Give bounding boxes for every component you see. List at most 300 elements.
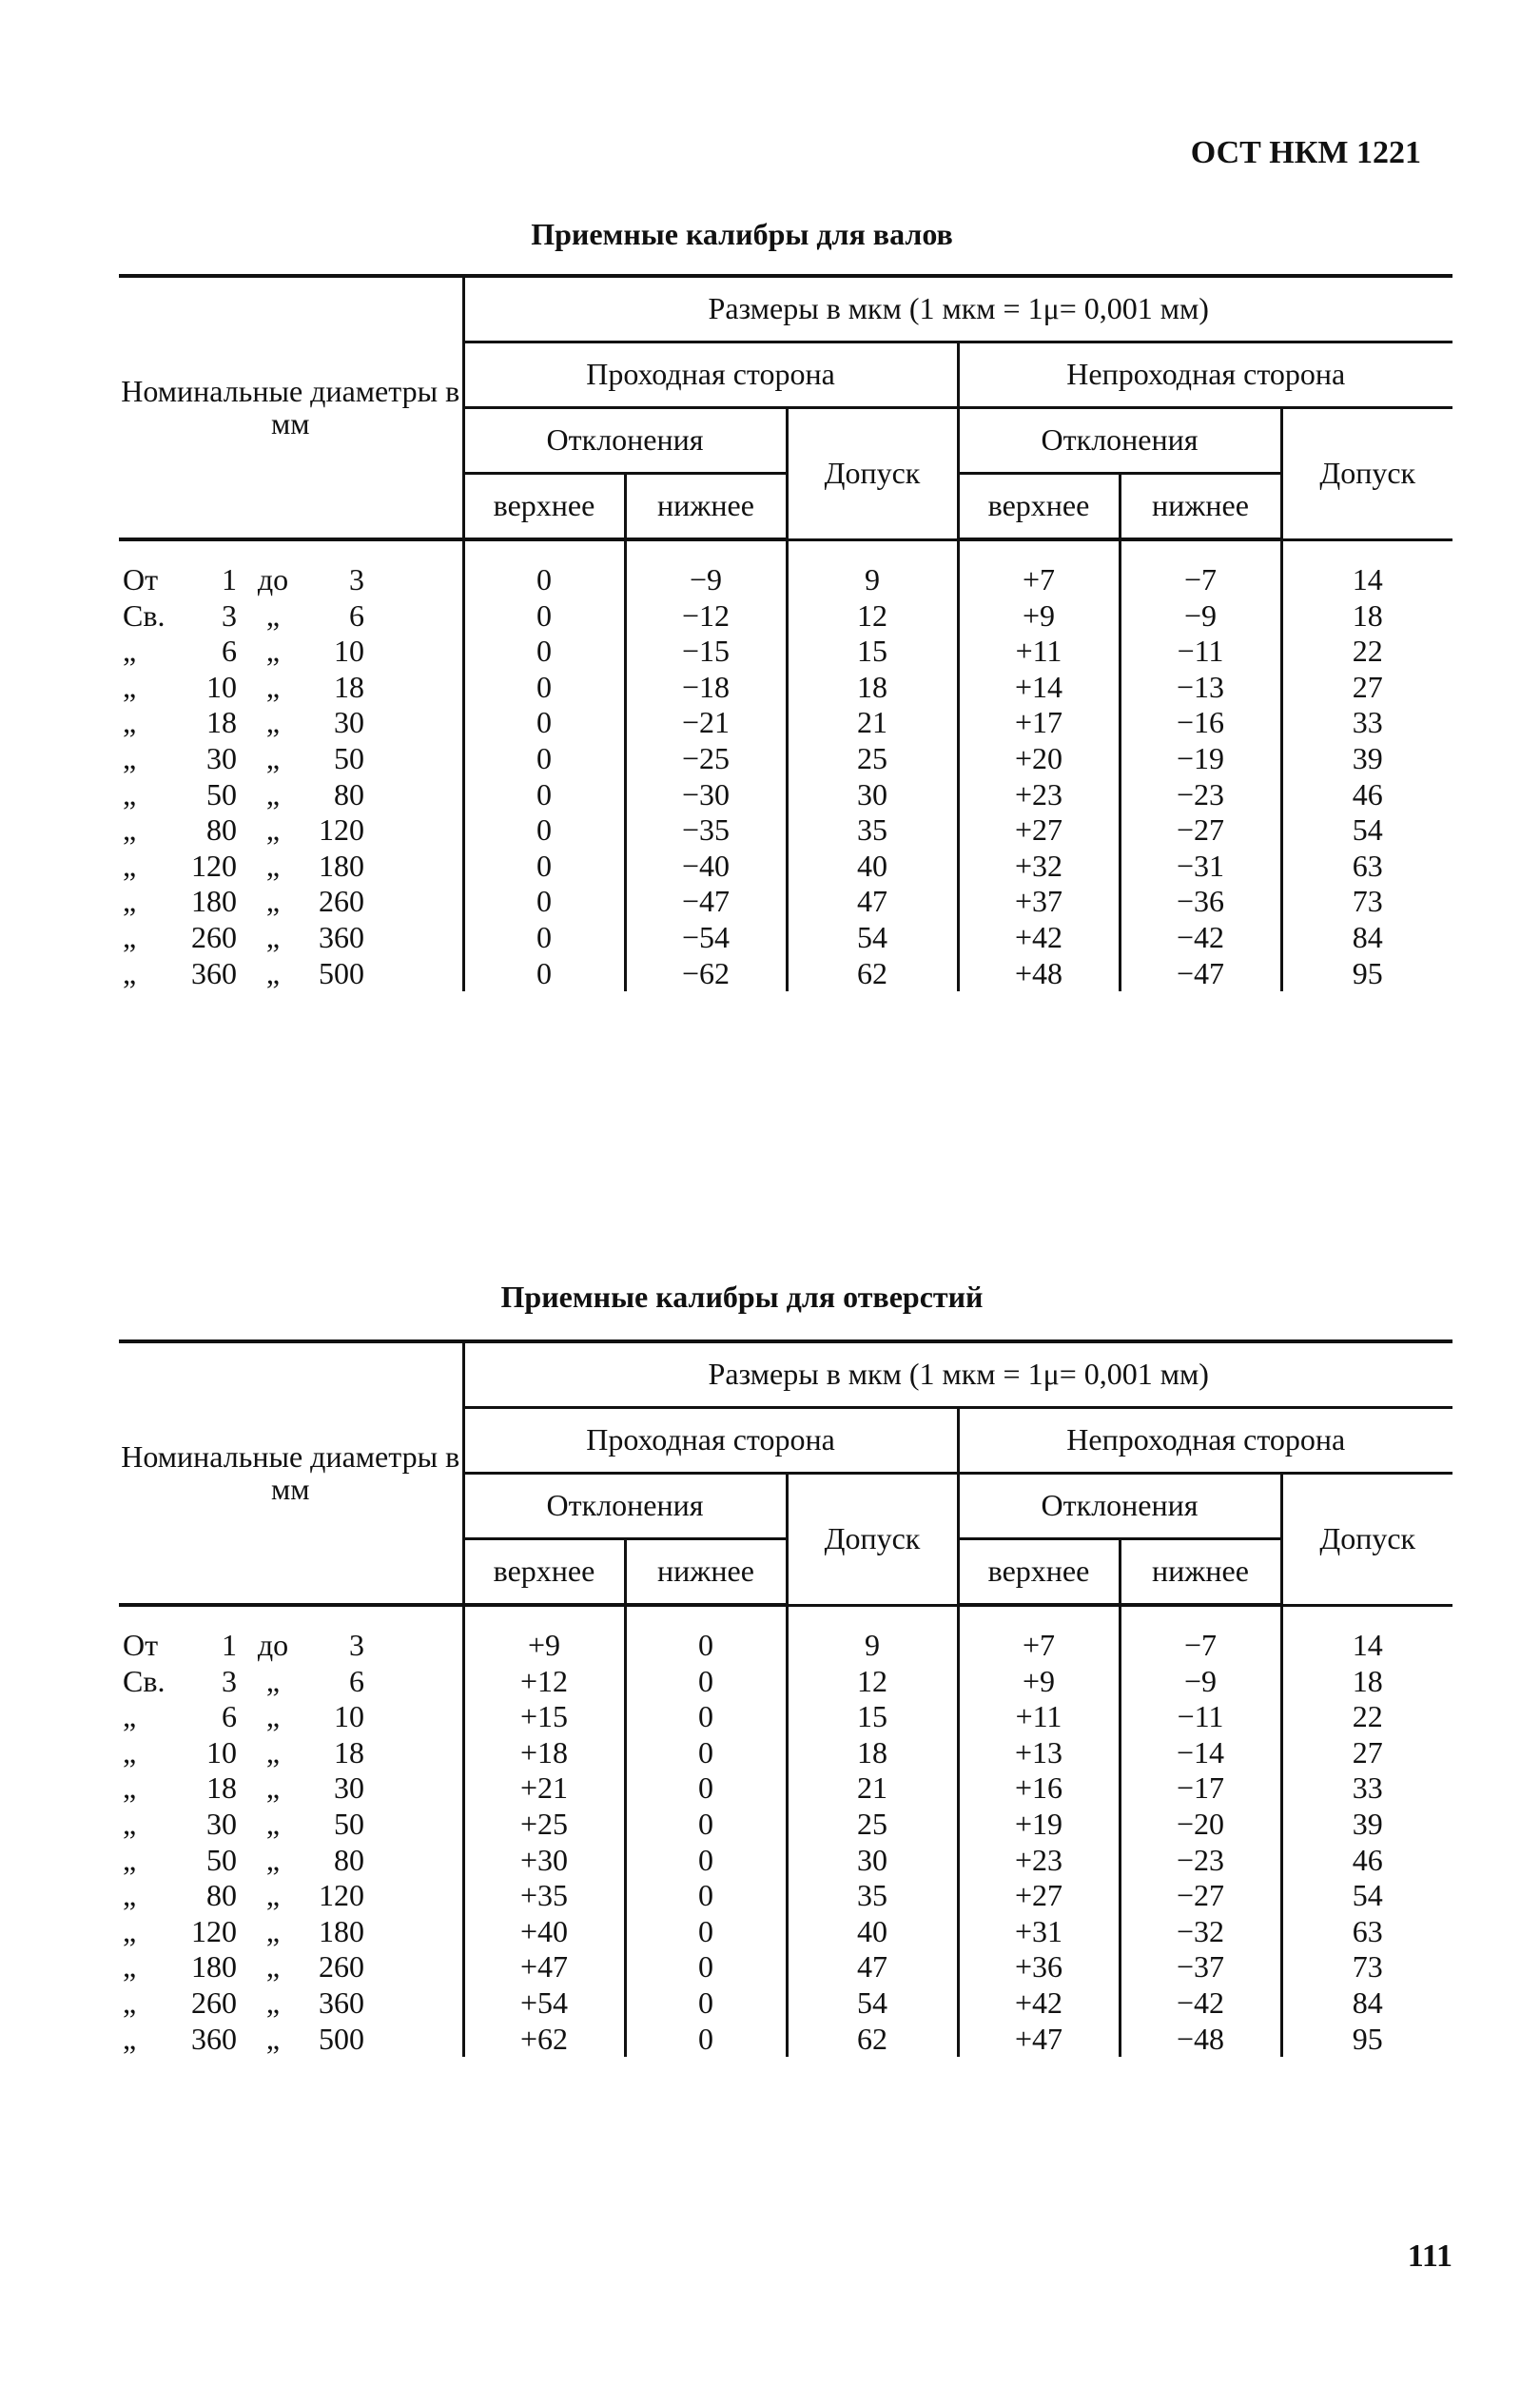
range-connector: „ <box>265 1806 281 1841</box>
table-row <box>119 812 1452 849</box>
range-to: 500 <box>319 2021 364 2056</box>
go-upper-cell: +30 <box>463 1843 625 1879</box>
nogo-upper-cell: +19 <box>958 1807 1120 1843</box>
nominal-range-cell <box>119 1985 463 2022</box>
table-row <box>119 920 1452 956</box>
range-from: 180 <box>191 884 237 919</box>
go-tolerance-cell: 54 <box>787 1985 958 2022</box>
go-upper-cell: +54 <box>463 1985 625 2022</box>
range-from: 1 <box>222 1628 237 1662</box>
nogo-lower-cell: −19 <box>1120 741 1281 777</box>
page-number: 111 <box>1407 2239 1452 2274</box>
table-row <box>119 1699 1452 1735</box>
nominal-range-cell <box>119 741 463 777</box>
go-tolerance-cell: 18 <box>787 1735 958 1771</box>
range-prefix: „ <box>123 1699 137 1734</box>
nominal-range-cell <box>119 598 463 635</box>
range-from: 1 <box>222 562 237 596</box>
table-row <box>119 1807 1452 1843</box>
nogo-lower-cell: −27 <box>1120 812 1281 849</box>
range-prefix: „ <box>123 1806 137 1841</box>
range-to: 80 <box>334 776 364 811</box>
nogo-tolerance-header: Допуск <box>1281 408 1452 540</box>
go-lower-cell: 0 <box>625 1735 787 1771</box>
range-to: 80 <box>334 1842 364 1877</box>
range-connector: до <box>257 1628 289 1662</box>
nogo-lower-cell: −27 <box>1120 1878 1281 1914</box>
range-from: 120 <box>191 1913 237 1948</box>
range-connector: „ <box>265 1949 281 1985</box>
nominal-range-cell <box>119 1770 463 1807</box>
nogo-tolerance-cell: 63 <box>1281 849 1452 885</box>
range-from: 18 <box>206 1770 237 1806</box>
go-lower-cell: −35 <box>625 812 787 849</box>
table-row <box>119 634 1452 670</box>
nogo-tolerance-cell: 46 <box>1281 1843 1452 1879</box>
go-tolerance-cell: 40 <box>787 1914 958 1950</box>
go-tolerance-header: Допуск <box>787 1474 958 1606</box>
range-connector: „ <box>265 669 281 704</box>
nogo-tolerance-cell: 73 <box>1281 884 1452 920</box>
range-prefix: „ <box>123 2021 137 2056</box>
nogo-upper-cell: +11 <box>958 634 1120 670</box>
nogo-tolerance-cell: 18 <box>1281 1664 1452 1700</box>
nominal-range-cell <box>119 1843 463 1879</box>
table-row <box>119 705 1452 741</box>
go-lower-cell: 0 <box>625 1949 787 1985</box>
nogo-tolerance-cell: 27 <box>1281 670 1452 706</box>
go-upper-cell: +12 <box>463 1664 625 1700</box>
range-connector: „ <box>265 1985 281 2020</box>
nogo-upper-cell: +23 <box>958 777 1120 813</box>
nominal-range-cell <box>119 777 463 813</box>
go-lower-cell: 0 <box>625 1985 787 2022</box>
range-from: 3 <box>222 1663 237 1698</box>
go-upper-cell: 0 <box>463 812 625 849</box>
go-deviations-header: Отклонения <box>463 408 787 474</box>
nogo-upper-cell: +7 <box>958 1605 1120 1664</box>
nogo-lower-cell: −16 <box>1120 705 1281 741</box>
go-tolerance-cell: 62 <box>787 956 958 992</box>
nogo-lower-cell: −7 <box>1120 539 1281 598</box>
go-upper-cell: +21 <box>463 1770 625 1807</box>
nogo-lower-cell: −7 <box>1120 1605 1281 1664</box>
range-prefix: „ <box>123 669 137 704</box>
nogo-lower-cell: −9 <box>1120 1664 1281 1700</box>
go-tolerance-cell: 47 <box>787 884 958 920</box>
go-tolerance-cell: 9 <box>787 539 958 598</box>
nogo-lower-header: нижнее <box>1120 474 1281 540</box>
range-to: 18 <box>334 669 364 704</box>
nogo-tolerance-cell: 84 <box>1281 1985 1452 2022</box>
go-lower-cell: −15 <box>625 634 787 670</box>
range-to: 30 <box>334 1770 364 1806</box>
range-prefix: „ <box>123 776 137 811</box>
go-lower-cell: 0 <box>625 1664 787 1700</box>
nogo-lower-cell: −32 <box>1120 1914 1281 1950</box>
nogo-lower-cell: −9 <box>1120 598 1281 635</box>
nominal-range-cell <box>119 1914 463 1950</box>
range-from: 260 <box>191 919 237 954</box>
go-upper-cell: +25 <box>463 1807 625 1843</box>
range-prefix: „ <box>123 884 137 919</box>
go-lower-cell: −12 <box>625 598 787 635</box>
range-to: 6 <box>349 597 364 633</box>
go-upper-header: верхнее <box>463 474 625 540</box>
range-to: 50 <box>334 1806 364 1841</box>
go-upper-cell: +35 <box>463 1878 625 1914</box>
nogo-lower-cell: −37 <box>1120 1949 1281 1985</box>
sizes-header: Размеры в мкм (1 мкм = 1μ= 0,001 мм) <box>463 1341 1452 1408</box>
range-connector: „ <box>265 634 281 669</box>
range-connector: „ <box>265 740 281 775</box>
range-prefix: „ <box>123 1770 137 1806</box>
nogo-upper-cell: +9 <box>958 598 1120 635</box>
go-lower-cell: −30 <box>625 777 787 813</box>
range-connector: „ <box>265 2021 281 2056</box>
go-upper-cell: +40 <box>463 1914 625 1950</box>
go-lower-cell: 0 <box>625 1807 787 1843</box>
go-lower-cell: −21 <box>625 705 787 741</box>
range-connector: „ <box>265 955 281 990</box>
nogo-tolerance-cell: 33 <box>1281 1770 1452 1807</box>
go-deviations-header: Отклонения <box>463 1474 787 1539</box>
table-row <box>119 1914 1452 1950</box>
go-tolerance-cell: 15 <box>787 634 958 670</box>
range-connector: „ <box>265 1842 281 1877</box>
nogo-upper-cell: +32 <box>958 849 1120 885</box>
nogo-tolerance-cell: 63 <box>1281 1914 1452 1950</box>
go-upper-cell: 0 <box>463 777 625 813</box>
range-to: 10 <box>334 634 364 669</box>
range-prefix: „ <box>123 919 137 954</box>
nogo-tolerance-header: Допуск <box>1281 1474 1452 1606</box>
go-upper-cell: +15 <box>463 1699 625 1735</box>
nogo-deviations-header: Отклонения <box>958 1474 1281 1539</box>
range-to: 30 <box>334 705 364 740</box>
range-from: 10 <box>206 1734 237 1770</box>
go-upper-header: верхнее <box>463 1539 625 1606</box>
range-to: 10 <box>334 1699 364 1734</box>
range-to: 120 <box>319 812 364 848</box>
nogo-tolerance-cell: 39 <box>1281 741 1452 777</box>
nogo-upper-header: верхнее <box>958 1539 1120 1606</box>
nogo-lower-cell: −11 <box>1120 1699 1281 1735</box>
nominal-range-cell <box>119 920 463 956</box>
go-upper-cell: +47 <box>463 1949 625 1985</box>
go-tolerance-header: Допуск <box>787 408 958 540</box>
range-to: 50 <box>334 740 364 775</box>
nogo-lower-cell: −23 <box>1120 1843 1281 1879</box>
range-prefix: От <box>123 562 159 596</box>
nominal-range-cell <box>119 539 463 598</box>
nogo-tolerance-cell: 95 <box>1281 2022 1452 2058</box>
go-upper-cell: +9 <box>463 1605 625 1664</box>
nominal-range-cell <box>119 1949 463 1985</box>
range-to: 360 <box>319 1985 364 2020</box>
go-lower-cell: −25 <box>625 741 787 777</box>
go-tolerance-cell: 21 <box>787 1770 958 1807</box>
go-lower-cell: 0 <box>625 1878 787 1914</box>
range-connector: „ <box>265 1913 281 1948</box>
go-upper-cell: 0 <box>463 849 625 885</box>
nogo-upper-cell: +27 <box>958 1878 1120 1914</box>
range-to: 3 <box>349 1628 364 1662</box>
go-upper-cell: 0 <box>463 920 625 956</box>
nominal-range-cell <box>119 956 463 992</box>
range-from: 30 <box>206 740 237 775</box>
nominal-diameters-header: Номинальные диаметры в мм <box>119 276 463 539</box>
range-connector: „ <box>265 1663 281 1698</box>
nogo-tolerance-cell: 27 <box>1281 1735 1452 1771</box>
range-prefix: „ <box>123 1949 137 1985</box>
range-to: 180 <box>319 1913 364 1948</box>
range-from: 80 <box>206 1878 237 1913</box>
nogo-upper-cell: +17 <box>958 705 1120 741</box>
sizes-header: Размеры в мкм (1 мкм = 1μ= 0,001 мм) <box>463 276 1452 342</box>
table-row <box>119 1664 1452 1700</box>
nogo-upper-cell: +36 <box>958 1949 1120 1985</box>
range-prefix: „ <box>123 705 137 740</box>
range-connector: „ <box>265 1734 281 1770</box>
holes-table-body <box>119 1605 1452 2057</box>
range-from: 260 <box>191 1985 237 2020</box>
holes-table <box>119 1339 1452 2057</box>
nominal-range-cell <box>119 1699 463 1735</box>
go-lower-cell: −9 <box>625 539 787 598</box>
nominal-range-cell <box>119 1605 463 1664</box>
range-from: 80 <box>206 812 237 848</box>
go-tolerance-cell: 35 <box>787 1878 958 1914</box>
go-tolerance-cell: 15 <box>787 1699 958 1735</box>
nogo-tolerance-cell: 18 <box>1281 598 1452 635</box>
range-connector: „ <box>265 812 281 848</box>
table-row <box>119 539 1452 598</box>
go-tolerance-cell: 9 <box>787 1605 958 1664</box>
go-lower-header: нижнее <box>625 1539 787 1606</box>
nogo-lower-cell: −11 <box>1120 634 1281 670</box>
range-from: 18 <box>206 705 237 740</box>
go-tolerance-cell: 47 <box>787 1949 958 1985</box>
range-prefix: „ <box>123 1842 137 1877</box>
nogo-lower-cell: −20 <box>1120 1807 1281 1843</box>
range-prefix: „ <box>123 634 137 669</box>
nogo-side-header: Непроходная сторона <box>958 342 1452 408</box>
table-row <box>119 1605 1452 1664</box>
nominal-range-cell <box>119 849 463 885</box>
nogo-lower-cell: −42 <box>1120 920 1281 956</box>
range-prefix: Св. <box>123 1663 166 1698</box>
range-connector: „ <box>265 1878 281 1913</box>
range-to: 260 <box>319 1949 364 1985</box>
nominal-range-cell <box>119 812 463 849</box>
nominal-range-cell <box>119 670 463 706</box>
table-row <box>119 2022 1452 2058</box>
nogo-upper-cell: +37 <box>958 884 1120 920</box>
table-row <box>119 1985 1452 2022</box>
range-from: 3 <box>222 597 237 633</box>
go-upper-cell: 0 <box>463 956 625 992</box>
go-lower-cell: 0 <box>625 1770 787 1807</box>
nogo-tolerance-cell: 33 <box>1281 705 1452 741</box>
nominal-range-cell <box>119 884 463 920</box>
go-tolerance-cell: 25 <box>787 1807 958 1843</box>
nogo-upper-cell: +16 <box>958 1770 1120 1807</box>
nogo-upper-cell: +7 <box>958 539 1120 598</box>
nogo-upper-cell: +42 <box>958 920 1120 956</box>
go-tolerance-cell: 21 <box>787 705 958 741</box>
nogo-tolerance-cell: 14 <box>1281 539 1452 598</box>
nogo-deviations-header: Отклонения <box>958 408 1281 474</box>
range-connector: „ <box>265 1770 281 1806</box>
nogo-tolerance-cell: 22 <box>1281 634 1452 670</box>
nogo-upper-cell: +48 <box>958 956 1120 992</box>
nominal-range-cell <box>119 1664 463 1700</box>
go-tolerance-cell: 12 <box>787 1664 958 1700</box>
go-lower-cell: −62 <box>625 956 787 992</box>
table-row <box>119 741 1452 777</box>
table-row <box>119 598 1452 635</box>
range-prefix: „ <box>123 740 137 775</box>
range-prefix: От <box>123 1628 159 1662</box>
nogo-upper-cell: +20 <box>958 741 1120 777</box>
nogo-lower-header: нижнее <box>1120 1539 1281 1606</box>
nogo-upper-cell: +47 <box>958 2022 1120 2058</box>
go-upper-cell: 0 <box>463 634 625 670</box>
go-lower-cell: 0 <box>625 1843 787 1879</box>
table-row <box>119 1770 1452 1807</box>
nogo-upper-cell: +9 <box>958 1664 1120 1700</box>
range-prefix: „ <box>123 1878 137 1913</box>
nogo-tolerance-cell: 54 <box>1281 812 1452 849</box>
nogo-tolerance-cell: 14 <box>1281 1605 1452 1664</box>
go-tolerance-cell: 18 <box>787 670 958 706</box>
holes-table-title: Приемные калибры для отверстий <box>500 1280 984 1314</box>
go-tolerance-cell: 54 <box>787 920 958 956</box>
go-upper-cell: 0 <box>463 670 625 706</box>
go-tolerance-cell: 35 <box>787 812 958 849</box>
nogo-lower-cell: −23 <box>1120 777 1281 813</box>
nogo-upper-cell: +42 <box>958 1985 1120 2022</box>
range-prefix: „ <box>123 1734 137 1770</box>
range-to: 180 <box>319 848 364 883</box>
range-connector: до <box>257 562 289 596</box>
table-row <box>119 956 1452 992</box>
range-connector: „ <box>265 705 281 740</box>
range-from: 50 <box>206 776 237 811</box>
range-to: 120 <box>319 1878 364 1913</box>
range-from: 10 <box>206 669 237 704</box>
range-to: 260 <box>319 884 364 919</box>
nogo-tolerance-cell: 54 <box>1281 1878 1452 1914</box>
nogo-lower-cell: −36 <box>1120 884 1281 920</box>
range-prefix: „ <box>123 812 137 848</box>
nogo-upper-cell: +31 <box>958 1914 1120 1950</box>
go-upper-cell: 0 <box>463 884 625 920</box>
nominal-range-cell <box>119 2022 463 2058</box>
nogo-lower-cell: −14 <box>1120 1735 1281 1771</box>
nogo-upper-cell: +13 <box>958 1735 1120 1771</box>
nogo-lower-cell: −17 <box>1120 1770 1281 1807</box>
go-upper-cell: 0 <box>463 705 625 741</box>
range-prefix: Св. <box>123 597 166 633</box>
go-lower-cell: −40 <box>625 849 787 885</box>
range-from: 360 <box>191 955 237 990</box>
go-lower-cell: −18 <box>625 670 787 706</box>
range-prefix: „ <box>123 848 137 883</box>
table-row <box>119 1843 1452 1879</box>
range-from: 360 <box>191 2021 237 2056</box>
shafts-table-container <box>119 274 1446 991</box>
nogo-upper-cell: +14 <box>958 670 1120 706</box>
nogo-upper-cell: +11 <box>958 1699 1120 1735</box>
go-upper-cell: 0 <box>463 539 625 598</box>
nogo-tolerance-cell: 22 <box>1281 1699 1452 1735</box>
table-row <box>119 884 1452 920</box>
nominal-diameters-header: Номинальные диаметры в мм <box>119 1341 463 1605</box>
range-connector: „ <box>265 776 281 811</box>
table-row <box>119 777 1452 813</box>
nominal-range-cell <box>119 705 463 741</box>
nominal-range-cell <box>119 1735 463 1771</box>
range-from: 120 <box>191 848 237 883</box>
shafts-table-title: Приемные калибры для валов <box>531 217 953 251</box>
nogo-upper-cell: +23 <box>958 1843 1120 1879</box>
go-upper-cell: 0 <box>463 598 625 635</box>
go-lower-cell: 0 <box>625 1699 787 1735</box>
nogo-tolerance-cell: 73 <box>1281 1949 1452 1985</box>
range-prefix: „ <box>123 1913 137 1948</box>
range-connector: „ <box>265 884 281 919</box>
range-from: 30 <box>206 1806 237 1841</box>
go-tolerance-cell: 40 <box>787 849 958 885</box>
range-from: 6 <box>222 1699 237 1734</box>
go-lower-cell: 0 <box>625 1605 787 1664</box>
go-upper-cell: 0 <box>463 741 625 777</box>
go-tolerance-cell: 62 <box>787 2022 958 2058</box>
nogo-lower-cell: −47 <box>1120 956 1281 992</box>
go-tolerance-cell: 30 <box>787 1843 958 1879</box>
nogo-upper-cell: +27 <box>958 812 1120 849</box>
nogo-tolerance-cell: 39 <box>1281 1807 1452 1843</box>
range-from: 50 <box>206 1842 237 1877</box>
nogo-side-header: Непроходная сторона <box>958 1408 1452 1474</box>
range-prefix: „ <box>123 1985 137 2020</box>
go-side-header: Проходная сторона <box>463 342 958 408</box>
range-to: 6 <box>349 1663 364 1698</box>
go-lower-cell: 0 <box>625 1914 787 1950</box>
go-tolerance-cell: 30 <box>787 777 958 813</box>
go-upper-cell: +18 <box>463 1735 625 1771</box>
nogo-tolerance-cell: 84 <box>1281 920 1452 956</box>
nominal-range-cell <box>119 1878 463 1914</box>
nominal-range-cell <box>119 634 463 670</box>
holes-table-container <box>119 1339 1446 2057</box>
range-connector: „ <box>265 597 281 633</box>
go-side-header: Проходная сторона <box>463 1408 958 1474</box>
table-row <box>119 849 1452 885</box>
range-to: 360 <box>319 919 364 954</box>
go-lower-header: нижнее <box>625 474 787 540</box>
nogo-lower-cell: −42 <box>1120 1985 1281 2022</box>
nogo-tolerance-cell: 46 <box>1281 777 1452 813</box>
go-tolerance-cell: 25 <box>787 741 958 777</box>
go-lower-cell: 0 <box>625 2022 787 2058</box>
go-upper-cell: +62 <box>463 2022 625 2058</box>
nogo-tolerance-cell: 95 <box>1281 956 1452 992</box>
nogo-lower-cell: −31 <box>1120 849 1281 885</box>
shafts-table <box>119 274 1452 991</box>
